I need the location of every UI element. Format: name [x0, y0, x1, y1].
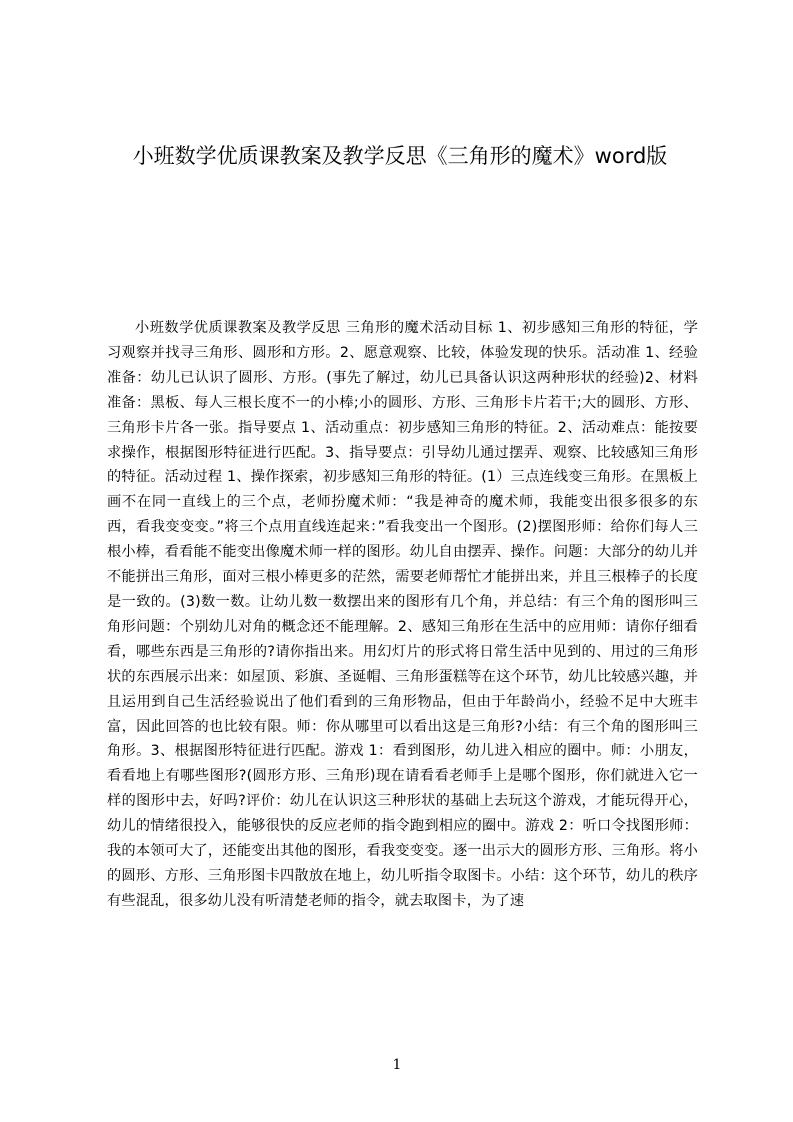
page-number: 1: [392, 1057, 402, 1073]
document-title: 小班数学优质课教案及教学反思《三角形的魔术》word版: [132, 144, 668, 168]
document-body-paragraph: 小班数学优质课教案及教学反思 三角形的魔术活动目标 1、初步感知三角形的特征，学习观察并找寻三角形、圆形和方形。2、愿意观察、比较，体验发现的快乐。活动准 1、经验准备：幼儿已认识了圆形、方形。(事先了解过，幼儿已具备认识这两种形状的经验)2、材料准备：黑板、每人三根长度不一的小棒;小的圆形、方形、三角形卡片若干;大的圆形、方形、三角形卡片各一张。指导要点 1、活动重点：初步感知三角形的特征。2、活动难点：能按要求操作，根据图形特征进行匹配。3、指导要点：引导幼儿通过摆弄、观察、比较感知三角形的特征。活动过程 1、操作探索，初步感知三角形的特征。(1）三点连线变三角形。在黑板上画不在同一直线上的三个点，老师扮魔术师：“我是神奇的魔术师，我能变出很多很多的东西，看我变变变。”将三个点用直线连起来：”看我变出一个图形。(2)摆图形师：给你们每人三根小棒，看看能不能变出像魔术师一样的图形。幼儿自由摆弄、操作。问题：大部分的幼儿并不能拼出三角形，面对三根小棒更多的茫然，需要老师帮忙才能拼出来，并且三根棒子的长度是一致的。(3)数一数。让幼儿数一数摆出来的图形有几个角，并总结：有三个角的图形叫三角形问题：个别幼儿对角的概念还不能理解。2、感知三角形在生活中的应用师：请你仔细看看，哪些东西是三角形的?请你指出来。用幻灯片的形式将日常生活中见到的、用过的三角形状的东西展示出来：如屋顶、彩旗、圣诞帽、三角形蛋糕等在这个环节，幼儿比较感兴趣，并且运用到自己生活经验说出了他们看到的三角形物品，但由于年龄尚小，经验不足中大班丰富，因此回答的也比较有限。师：你从哪里可以看出这是三角形?小结：有三个角的图形叫三角形。3、根据图形特征进行匹配。游戏 1：看到图形，幼儿进入相应的圈中。师：小朋友，看看地上有哪些图形?(圆形方形、三角形)现在请看看老师手上是哪个图形，你们就进入它一样的图形中去，好吗?评价：幼儿在认识这三种形状的基础上去玩这个游戏，才能玩得开心，幼儿的情绪很投入，能够很快的反应老师的指令跑到相应的圈中。游戏 2：听口令找图形师：我的本领可大了，还能变出其他的图形，看我变变变。逐一出示大的圆形方形、三角形。将小的圆形、方形、三角形图卡四散放在地上，幼儿听指令取图卡。小结：这个环节，幼儿的秩序有些混乱，很多幼儿没有听清楚老师的指令，就去取图卡，为了速: [107, 320, 698, 909]
